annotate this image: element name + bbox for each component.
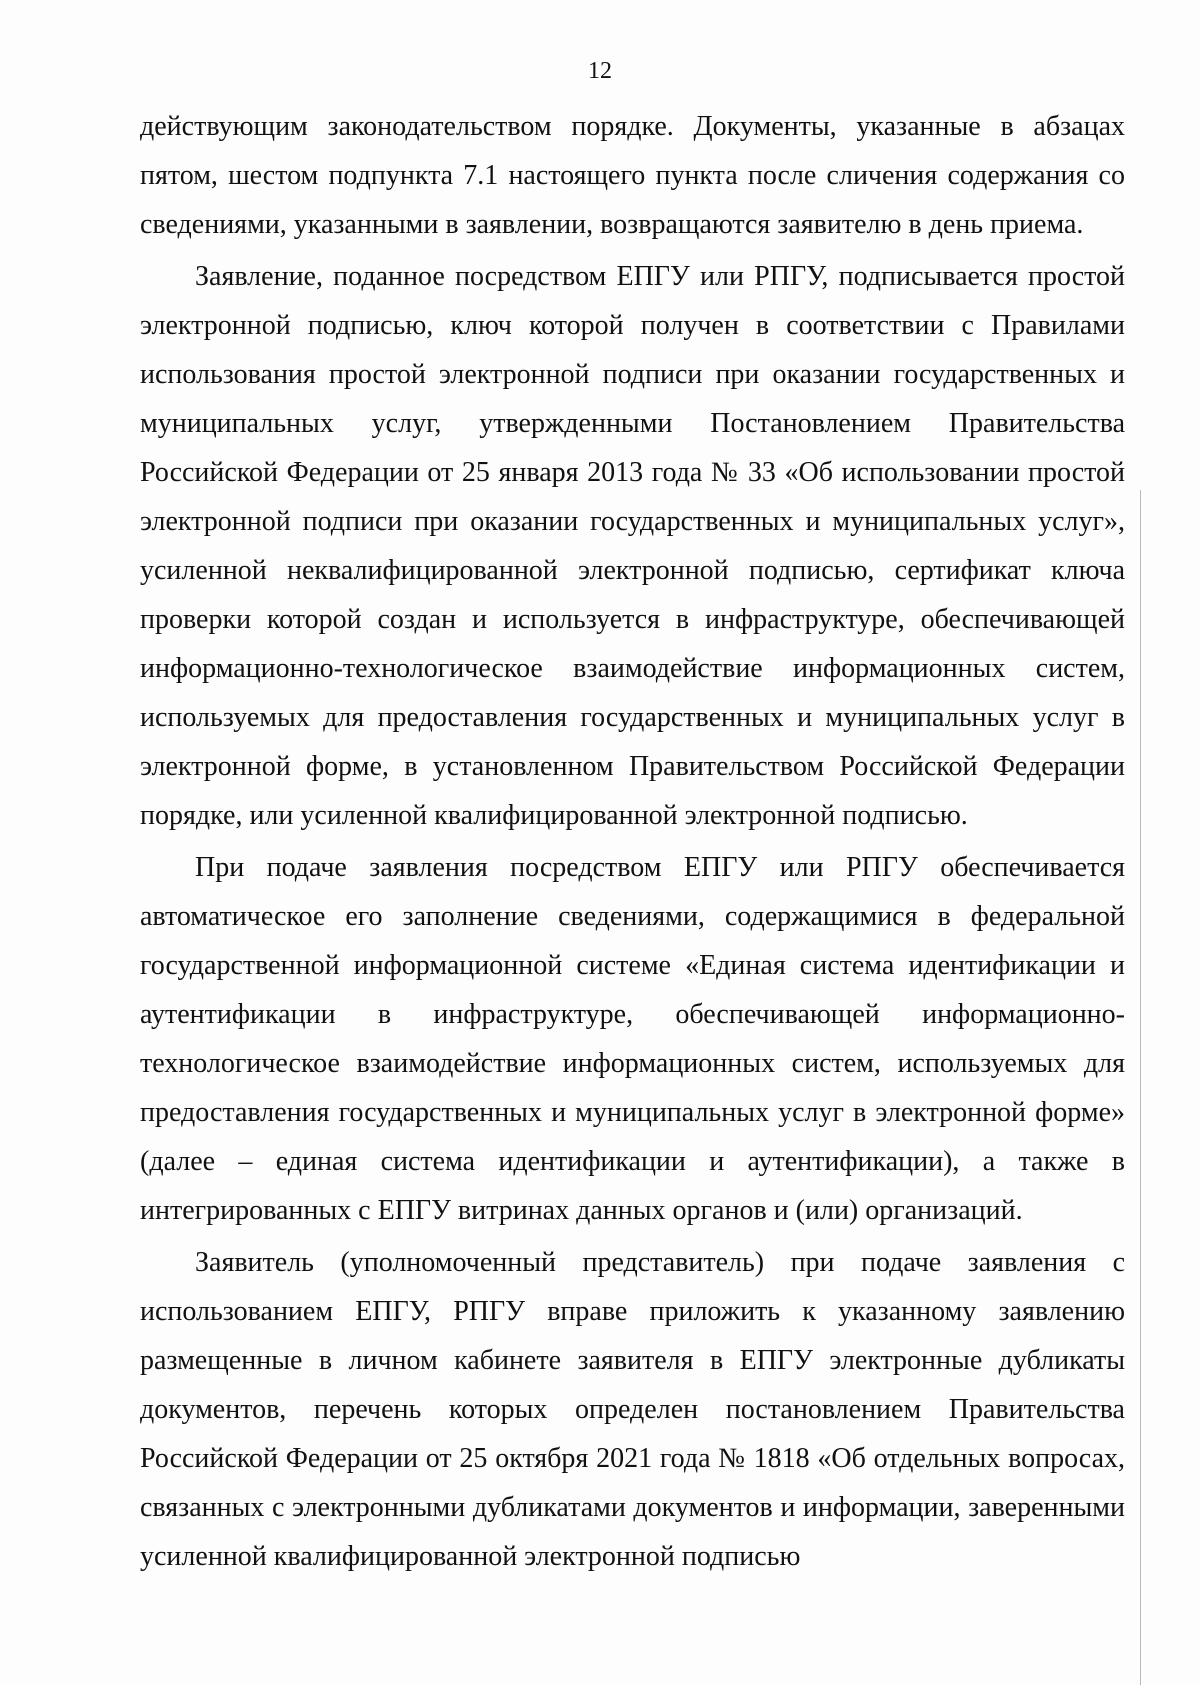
paragraph-continuation: действующим законодательством порядке. Документы, указанные в абзацах пятом, шестом подпункта 7.1 настоящего пункта после сличения содержания со сведениями, указанными в заявлении, возвращаются заявителю в день приема. [140,111,1125,240]
paragraph-signature: Заявление, поданное посредством ЕПГУ или РПГУ, подписывается простой электронной подписью, ключ которой получен в соответствии с Правилами использования простой электронной подписи при оказании государственных и муниципальных услуг, утвержденными Постановлением Правительства Российской Федерации от 25 января 2013 года № 33 «Об использовании простой электронной подписи при оказании государственных и муниципальных услуг», усиленной неквалифицированной электронной подписью, сертификат ключа проверки которой создан и используется в инфраструктуре, обеспечивающей информационно-технологическое взаимодействие информационных систем, используемых для предоставления государственных и муниципальных услуг в электронной форме, в установленном Правительством Российской Федерации порядке, или усиленной квалифицированной электронной подписью. [140,261,1125,831]
paragraph-autofill: При подаче заявления посредством ЕПГУ или РПГУ обеспечивается автоматическое его заполнение сведениями, содержащимися в федеральной государственной информационной системе «Единая система идентификации и аутентификации в инфраструктуре, обеспечивающей информационно-технологическое взаимодействие информационных систем, используемых для предоставления государственных и муниципальных услуг в электронной форме» (далее – единая система идентификации и аутентификации), а также в интегрированных с ЕПГУ витринах данных органов и (или) организаций. [140,852,1125,1226]
paragraph-duplicates: Заявитель (уполномоченный представитель) при подаче заявления с использованием ЕПГУ, РПГУ вправе приложить к указанному заявлению размещенные в личном кабинете заявителя в ЕПГУ электронные дубликаты документов, перечень которых определен постановлением Правительства Российской Федерации от 25 октября 2021 года № 1818 «Об отдельных вопросах, связанных с электронными дубликатами документов и информации, заверенными усиленной квалифицированной электронной подписью [140,1247,1125,1572]
scan-edge-line [1140,490,1141,1685]
document-body [140,102,1125,1581]
page-number: 12 [588,58,612,84]
